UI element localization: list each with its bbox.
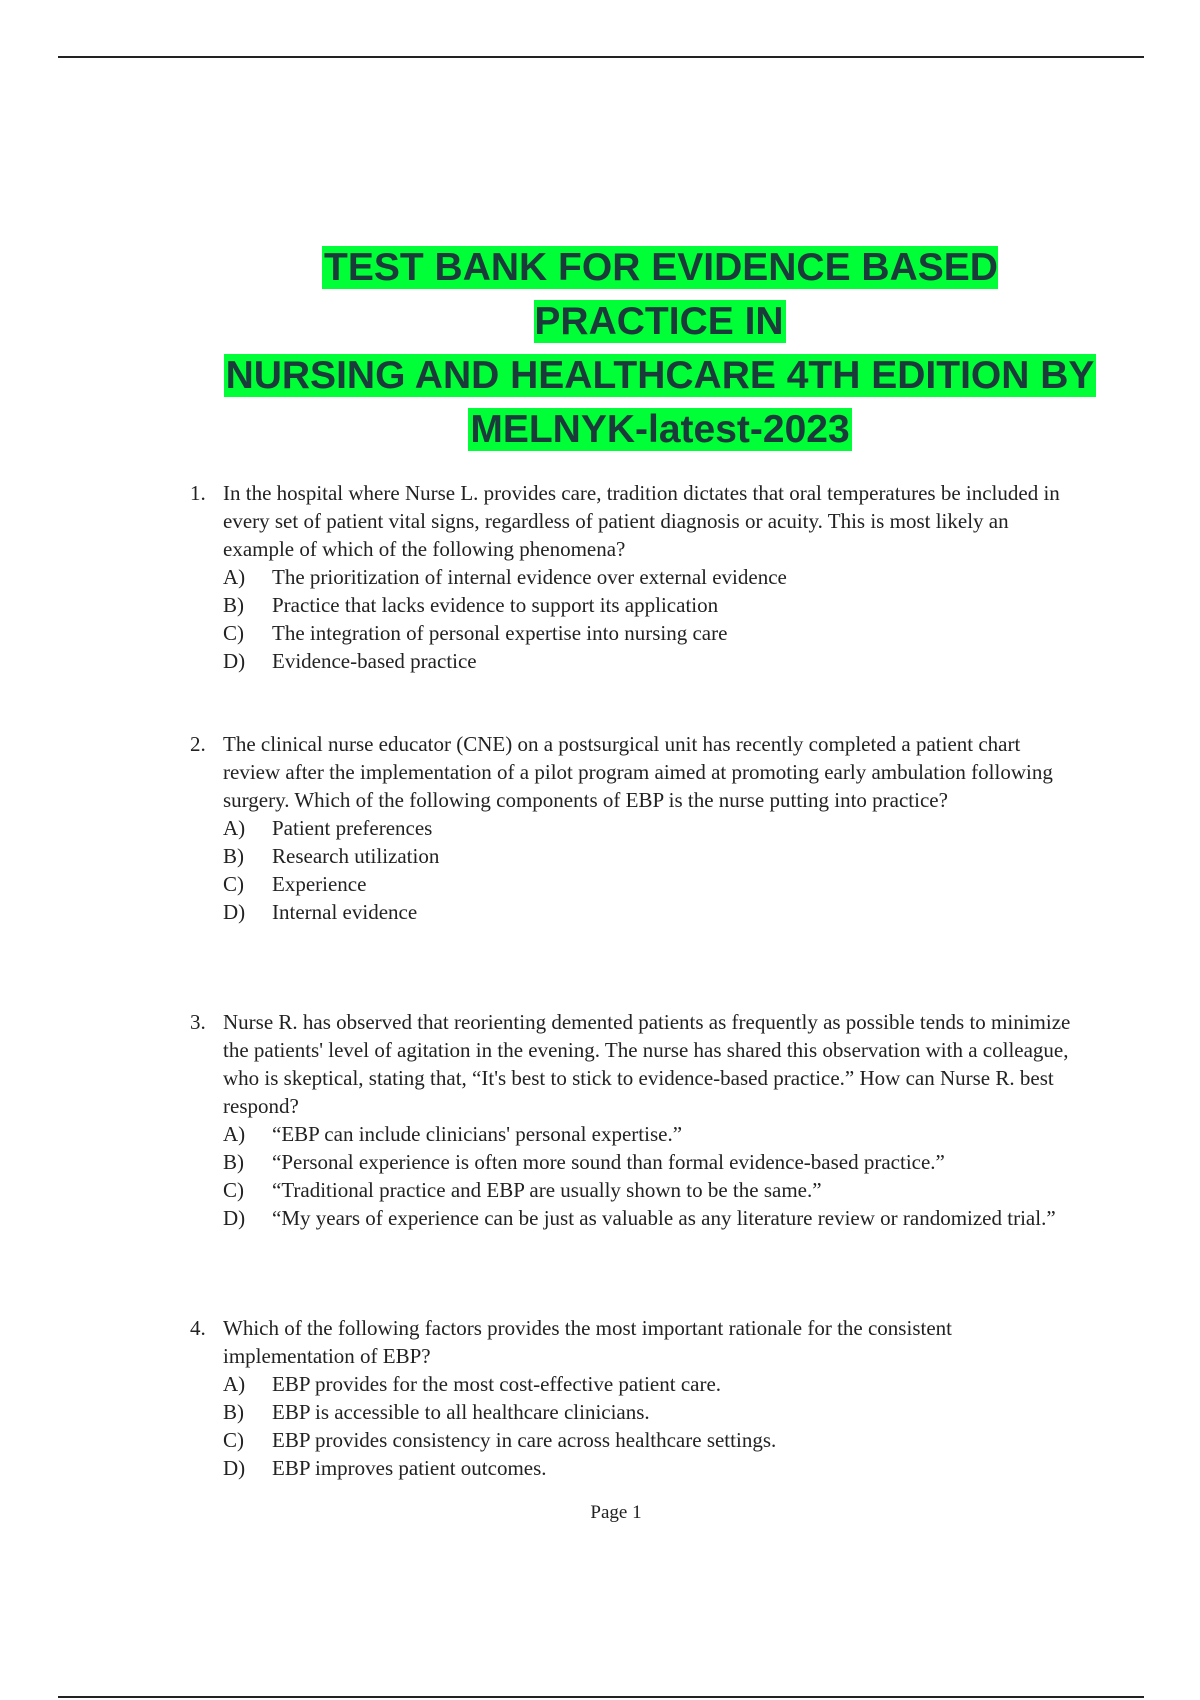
option-text: Evidence-based practice [272, 649, 477, 673]
option-letter: D) [223, 649, 246, 673]
option-b [223, 591, 1090, 619]
option-text: “EBP can include clinicians' personal expertise.” [272, 1122, 683, 1146]
option-text: “My years of experience can be just as valuable as any literature review or randomized trial.” [272, 1206, 1056, 1230]
option-text: EBP is accessible to all healthcare clinicians. [272, 1400, 650, 1424]
option-letter: C) [223, 621, 244, 645]
option-text: The integration of personal expertise into nursing care [272, 621, 728, 645]
option-d [223, 1454, 1090, 1482]
option-letter: A) [223, 565, 246, 589]
option-letter: C) [223, 872, 244, 896]
option-text: Internal evidence [272, 900, 418, 924]
option-text: The prioritization of internal evidence over external evidence [272, 565, 787, 589]
option-c [223, 1426, 1090, 1454]
question-text: Which of the following factors provides the most important rationale for the consistent implementation of EBP? [223, 1316, 952, 1368]
document-title [220, 241, 1100, 457]
option-letter: A) [223, 1372, 246, 1396]
option-a [223, 814, 1090, 842]
option-text: “Traditional practice and EBP are usually shown to be the same.” [272, 1178, 822, 1202]
option-letter: D) [223, 900, 246, 924]
option-b [223, 1398, 1090, 1426]
question-number: 3. [190, 1010, 206, 1034]
option-c [223, 619, 1090, 647]
question-text: The clinical nurse educator (CNE) on a postsurgical unit has recently completed a patient chart review after the implementation of a pilot program aimed at promoting early ambulation following surgery. Which of the following components of EBP is the nurse putting into practice? [223, 732, 1053, 812]
option-d [223, 898, 1090, 926]
answer-options [190, 1370, 1090, 1482]
question-text: Nurse R. has observed that reorienting demented patients as frequently as possible tends to minimize the patients' level of agitation in the evening. The nurse has shared this observation with a colleague, who is skeptical, stating that, “It's best to stick to evidence-based practice.” How can Nurse R. best respond? [223, 1010, 1071, 1118]
option-letter: A) [223, 816, 246, 840]
option-letter: C) [223, 1428, 244, 1452]
option-text: EBP provides for the most cost-effective patient care. [272, 1372, 722, 1396]
option-text: “Personal experience is often more sound than formal evidence-based practice.” [272, 1150, 945, 1174]
option-letter: B) [223, 844, 244, 868]
question-2 [190, 730, 1090, 926]
title-line-3: MELNYK-latest-2023 [470, 408, 850, 451]
option-letter: D) [223, 1206, 246, 1230]
option-d [223, 647, 1090, 675]
option-letter: A) [223, 1122, 246, 1146]
option-c [223, 1176, 1090, 1204]
question-number: 4. [190, 1316, 206, 1340]
option-b [223, 842, 1090, 870]
option-text: Experience [272, 872, 367, 896]
option-text: Practice that lacks evidence to support its application [272, 593, 719, 617]
option-a [223, 1370, 1090, 1398]
option-d [223, 1204, 1090, 1232]
option-text: Research utilization [272, 844, 440, 868]
option-text: EBP improves patient outcomes. [272, 1456, 547, 1480]
option-text: EBP provides consistency in care across healthcare settings. [272, 1428, 777, 1452]
option-c [223, 870, 1090, 898]
option-letter: B) [223, 1400, 244, 1424]
option-b [223, 1148, 1090, 1176]
question-1 [190, 479, 1090, 675]
question-text: In the hospital where Nurse L. provides care, tradition dictates that oral temperatures be included in every set of patient vital signs, regardless of patient diagnosis or acuity. This is most likely an example of which of the following phenomena? [223, 481, 1060, 561]
answer-options [190, 1120, 1090, 1232]
title-line-1: TEST BANK FOR EVIDENCE BASED PRACTICE IN [324, 246, 998, 343]
option-letter: B) [223, 1150, 244, 1174]
option-letter: B) [223, 593, 244, 617]
answer-options [190, 814, 1090, 926]
question-number: 2. [190, 732, 206, 756]
option-letter: D) [223, 1456, 246, 1480]
option-text: Patient preferences [272, 816, 433, 840]
title-line-2: NURSING AND HEALTHCARE 4TH EDITION BY [225, 354, 1095, 397]
option-a [223, 563, 1090, 591]
option-a [223, 1120, 1090, 1148]
bottom-rule [58, 1696, 1144, 1698]
top-rule [58, 56, 1144, 58]
question-3 [190, 1008, 1090, 1232]
answer-options [190, 563, 1090, 675]
question-number: 1. [190, 481, 206, 505]
page-number: Page 1 [590, 1502, 642, 1523]
option-letter: C) [223, 1178, 244, 1202]
question-4 [190, 1314, 1090, 1482]
